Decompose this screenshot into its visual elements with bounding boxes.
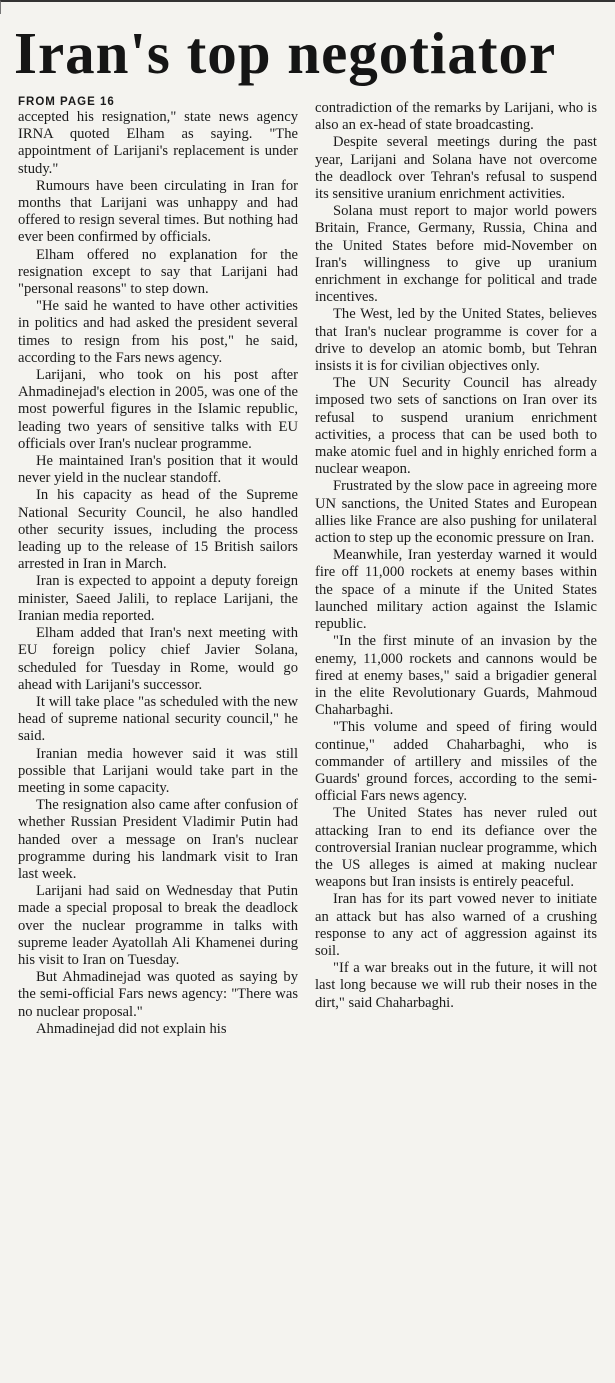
paragraph: Rumours have been circulating in Iran for months that Larijani was unhappy and had offered to resign several times. But nothing had ever been confirmed by officials. — [18, 177, 298, 246]
paragraph: In his capacity as head of the Supreme National Security Council, he also handled other security issues, including the process leading up to the release of 15 British sailors arrested in Iran in March. — [18, 487, 298, 573]
from-page-label: FROM PAGE 16 — [18, 96, 115, 108]
top-rule — [0, 0, 615, 14]
paragraph: Elham added that Iran's next meeting with EU foreign policy chief Javier Solana, scheduled for Tuesday in Rome, would go ahead with Larijani's successor. — [18, 625, 298, 693]
paragraph: "This volume and speed of firing would continue," added Chaharbaghi, who is commander of artillery and missiles of the Guards' ground forces, according to the semi-official Fars news agency. — [315, 719, 597, 805]
paragraph: accepted his resignation," state news agency IRNA quoted Elham as saying. "The appointment of Larijani's replacement is under study." — [18, 109, 298, 177]
paragraph: Despite several meetings during the past year, Larijani and Solana have not overcome the deadlock over Tehran's refusal to suspend its sensitive uranium enrichment activities. — [315, 134, 597, 203]
paragraph: Ahmadinejad did not explain his — [36, 1020, 227, 1037]
right-column — [315, 100, 597, 1012]
paragraph: Larijani had said on Wednesday that Putin made a special proposal to break the deadlock over the nuclear programme in talks with supreme leader Ayatollah Ali Khamenei during his visit to Iran on Tuesday. — [18, 883, 298, 968]
left-column — [18, 96, 298, 1038]
paragraph: Iran is expected to appoint a deputy foreign minister, Saeed Jalili, to replace Larijani, the Iranian media reported. — [18, 573, 298, 624]
paragraph: Iranian media however said it was still possible that Larijani would take part in the meeting in some capacity. — [18, 745, 298, 796]
headline: Iran's top negotiator — [14, 20, 557, 86]
paragraph: Larijani, who took on his post after Ahmadinejad's election in 2005, was one of the most powerful figures in the Islamic republic, leading two years of sensitive talks with EU officials over Iran's nuclear programme. — [18, 367, 298, 452]
paragraph: The West, led by the United States, believes that Iran's nuclear programme is cover for a drive to develop an atomic bomb, but Tehran insists it is for civilian objectives only. — [315, 306, 597, 375]
paragraph: But Ahmadinejad was quoted as saying by the semi-official Fars news agency: "There was no nuclear proposal." — [18, 969, 298, 1020]
paragraph: contradiction of the remarks by Larijani, who is also an ex-head of state broadcasting. — [315, 100, 597, 134]
paragraph: It will take place "as scheduled with the new head of supreme national security council," he said. — [18, 693, 298, 745]
paragraph: "In the first minute of an invasion by the enemy, 11,000 rockets and cannons would be fired at enemy bases," said a brigadier general in the elite Revolutionary Guards, Mahmoud Chaharbaghi. — [315, 633, 597, 719]
paragraph: Iran has for its part vowed never to initiate an attack but has also warned of a crushing response to any act of aggression against its soil. — [315, 891, 597, 959]
paragraph: The resignation also came after confusion of whether Russian President Vladimir Putin had handed over a message on Iran's nuclear programme during his landmark visit to Iran last week. — [18, 797, 298, 882]
paragraph: Meanwhile, Iran yesterday warned it would fire off 11,000 rockets at enemy bases within the space of a minute if the United States launched military action against the Islamic republic. — [315, 547, 597, 633]
paragraph: Solana must report to major world powers Britain, France, Germany, Russia, China and the United States before mid-November on Iran's willingness to give up uranium enrichment in exchange for political and trade incentives. — [315, 203, 597, 306]
paragraph: Frustrated by the slow pace in agreeing more UN sanctions, the United States and European allies like France are also pushing for unilateral action to step up the economic pressure on Iran. — [315, 478, 597, 547]
paragraph: He maintained Iran's position that it would never yield in the nuclear standoff. — [18, 453, 298, 487]
paragraph: "He said he wanted to have other activities in politics and had asked the president several times to resign from his post," he said, according to the Fars news agency. — [18, 298, 298, 366]
paragraph: Elham offered no explanation for the resignation except to say that Larijani had "personal reasons" to step down. — [18, 246, 298, 298]
paragraph: "If a war breaks out in the future, it will not last long because we will rub their noses in the dirt," said Chaharbaghi. — [315, 960, 597, 1011]
paragraph: The United States has never ruled out attacking Iran to end its defiance over the controversial Iranian nuclear programme, which the US alleges is aimed at making nuclear weapons but Iran insists is entirely peaceful. — [315, 805, 597, 891]
paragraph: The UN Security Council has already imposed two sets of sanctions on Iran over its refusal to suspend uranium enrichment activities, a process that can be used both to make atomic fuel and in highly enriched form a nuclear weapon. — [315, 375, 597, 478]
